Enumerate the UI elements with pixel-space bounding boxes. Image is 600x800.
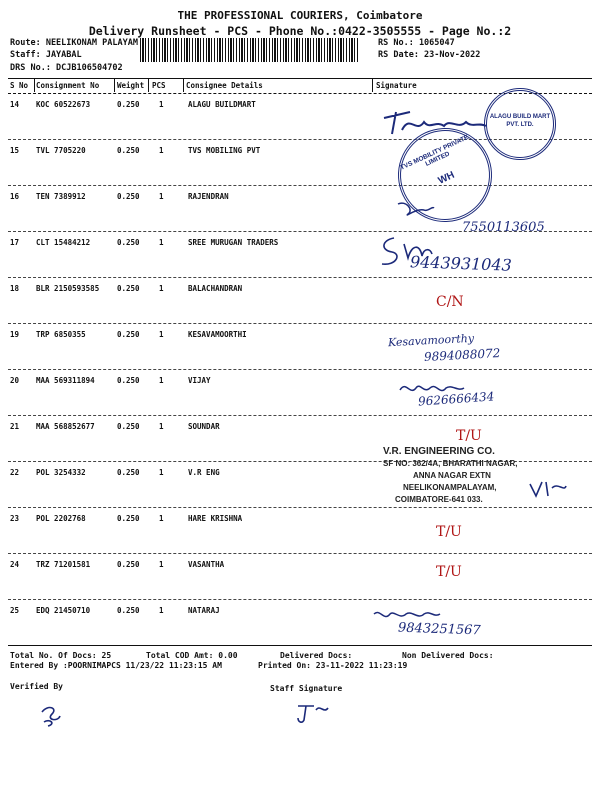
staff-label: Staff: JAYABAL	[10, 50, 82, 60]
consignee: SREE MURUGAN TRADERS	[188, 238, 279, 247]
weight: 0.250	[117, 146, 140, 155]
consignment-no: TRZ 71201581	[36, 560, 91, 569]
weight: 0.250	[117, 514, 140, 523]
consignment-no: POL 2202768	[36, 514, 86, 523]
pcs: 1	[159, 330, 164, 339]
col-weight: Weight	[117, 81, 145, 90]
consignee: BALACHANDRAN	[188, 284, 243, 293]
consignee: VASANTHA	[188, 560, 225, 569]
sno: 15	[10, 146, 20, 155]
signature-row-22	[528, 478, 568, 500]
runsheet-title: Delivery Runsheet - PCS - Phone No.:0422-3505555 - Page No.:2	[88, 24, 512, 38]
consignment-no: TVL 7705220	[36, 146, 86, 155]
consignment-no: POL 3254332	[36, 468, 86, 477]
weight: 0.250	[117, 560, 140, 569]
consignee: KESAVAMOORTHI	[188, 330, 247, 339]
vr-engineering-stamp: V.R. ENGINEERING CO. SF NO: 362/4A, BHARATHI NAGAR, ANNA NAGAR EXTN NEELIKONAMPALAYAM, COIMBATORE-641 033.	[383, 446, 518, 504]
pcs: 1	[159, 560, 164, 569]
verified-by: Verified By	[10, 682, 63, 691]
sno: 22	[10, 468, 20, 477]
sno: 14	[10, 100, 20, 109]
printed-on: Printed On: 23-11-2022 11:23:19	[258, 661, 408, 670]
weight: 0.250	[117, 330, 140, 339]
total-cod: Total COD Amt: 0.00	[146, 651, 238, 660]
handwritten-note-21: T/U	[456, 428, 482, 444]
weight: 0.250	[117, 422, 140, 431]
handwritten-phone-25: 9843251567	[397, 620, 481, 639]
company-title: THE PROFESSIONAL COURIERS, Coimbatore	[177, 9, 423, 22]
consignee: V.R ENG	[188, 468, 220, 477]
handwritten-phone-19: 9894088072	[423, 346, 501, 364]
pcs: 1	[159, 606, 164, 615]
tvs-stamp: TVS MOBILITY PRIVATE LIMITED WH	[383, 113, 508, 238]
entered-by: Entered By :POORNIMAPCS 11/23/22 11:23:15 AM	[10, 661, 222, 670]
weight: 0.250	[117, 284, 140, 293]
weight: 0.250	[117, 192, 140, 201]
table-row	[8, 323, 592, 370]
consignment-no: CLT 15484212	[36, 238, 91, 247]
pcs: 1	[159, 192, 164, 201]
consignment-no: MAA 569311894	[36, 376, 95, 385]
table-row	[8, 277, 592, 324]
consignment-no: EDQ 21450710	[36, 606, 91, 615]
consignment-no: KOC 60522673	[36, 100, 91, 109]
table-row	[8, 369, 592, 416]
handwritten-note-18: C/N	[436, 294, 464, 310]
pcs: 1	[159, 514, 164, 523]
col-sno: S No	[10, 81, 29, 90]
consignee: VIJAY	[188, 376, 211, 385]
consignee: HARE KRISHNA	[188, 514, 243, 523]
sno: 23	[10, 514, 20, 523]
consignee: RAJENDRAN	[188, 192, 229, 201]
consignee: ALAGU BUILDMART	[188, 100, 256, 109]
pcs: 1	[159, 422, 164, 431]
weight: 0.250	[117, 606, 140, 615]
consignee: SOUNDAR	[188, 422, 220, 431]
handwritten-phone-20: 9626666434	[417, 389, 495, 409]
pcs: 1	[159, 376, 164, 385]
table-row	[8, 507, 592, 554]
handwritten-note-24: T/U	[436, 564, 462, 580]
verified-signature	[38, 702, 64, 728]
handwritten-name-19: Kesavamoorthy	[387, 331, 475, 350]
table-row	[8, 553, 592, 600]
drs-number: DRS No.: DCJB106504702	[10, 63, 123, 73]
consignment-no: TRP 6850355	[36, 330, 86, 339]
handwritten-phone-17: 9443931043	[409, 252, 513, 275]
staff-signature	[294, 700, 334, 726]
sno: 25	[10, 606, 20, 615]
weight: 0.250	[117, 100, 140, 109]
pcs: 1	[159, 238, 164, 247]
col-consignee: Consignee Details	[186, 81, 263, 90]
handwritten-note-23: T/U	[436, 524, 462, 540]
col-signature: Signature	[376, 81, 417, 90]
pcs: 1	[159, 284, 164, 293]
sno: 21	[10, 422, 20, 431]
signature-row-15	[396, 198, 436, 220]
table-row	[8, 599, 592, 646]
total-docs: Total No. Of Docs: 25	[10, 651, 112, 660]
consignee: TVS MOBILING PVT	[188, 146, 261, 155]
sno: 16	[10, 192, 20, 201]
pcs: 1	[159, 146, 164, 155]
sno: 19	[10, 330, 20, 339]
alagu-stamp: ALAGU BUILD MART PVT. LTD.	[484, 88, 556, 160]
col-consignment: Consignment No	[36, 81, 100, 90]
sno: 18	[10, 284, 20, 293]
sno: 24	[10, 560, 20, 569]
pcs: 1	[159, 468, 164, 477]
weight: 0.250	[117, 376, 140, 385]
handwritten-phone-15: 7550113605	[462, 220, 545, 235]
route-label: Route: NEELIKONAM PALAYAM	[10, 38, 138, 48]
sno: 20	[10, 376, 20, 385]
consignment-no: MAA 568852677	[36, 422, 95, 431]
pcs: 1	[159, 100, 164, 109]
staff-signature-label: Staff Signature	[270, 684, 343, 693]
weight: 0.250	[117, 468, 140, 477]
sno: 17	[10, 238, 20, 247]
col-pcs: PCS	[152, 81, 166, 90]
weight: 0.250	[117, 238, 140, 247]
rs-number: RS No.: 1065047	[378, 38, 455, 48]
consignment-no: TEN 7389912	[36, 192, 86, 201]
non-delivered-docs: Non Delivered Docs:	[402, 651, 494, 660]
consignment-no: BLR 2150593585	[36, 284, 100, 293]
barcode	[140, 38, 360, 62]
consignee: NATARAJ	[188, 606, 220, 615]
rs-date: RS Date: 23-Nov-2022	[378, 50, 481, 60]
delivered-docs: Delivered Docs:	[280, 651, 353, 660]
